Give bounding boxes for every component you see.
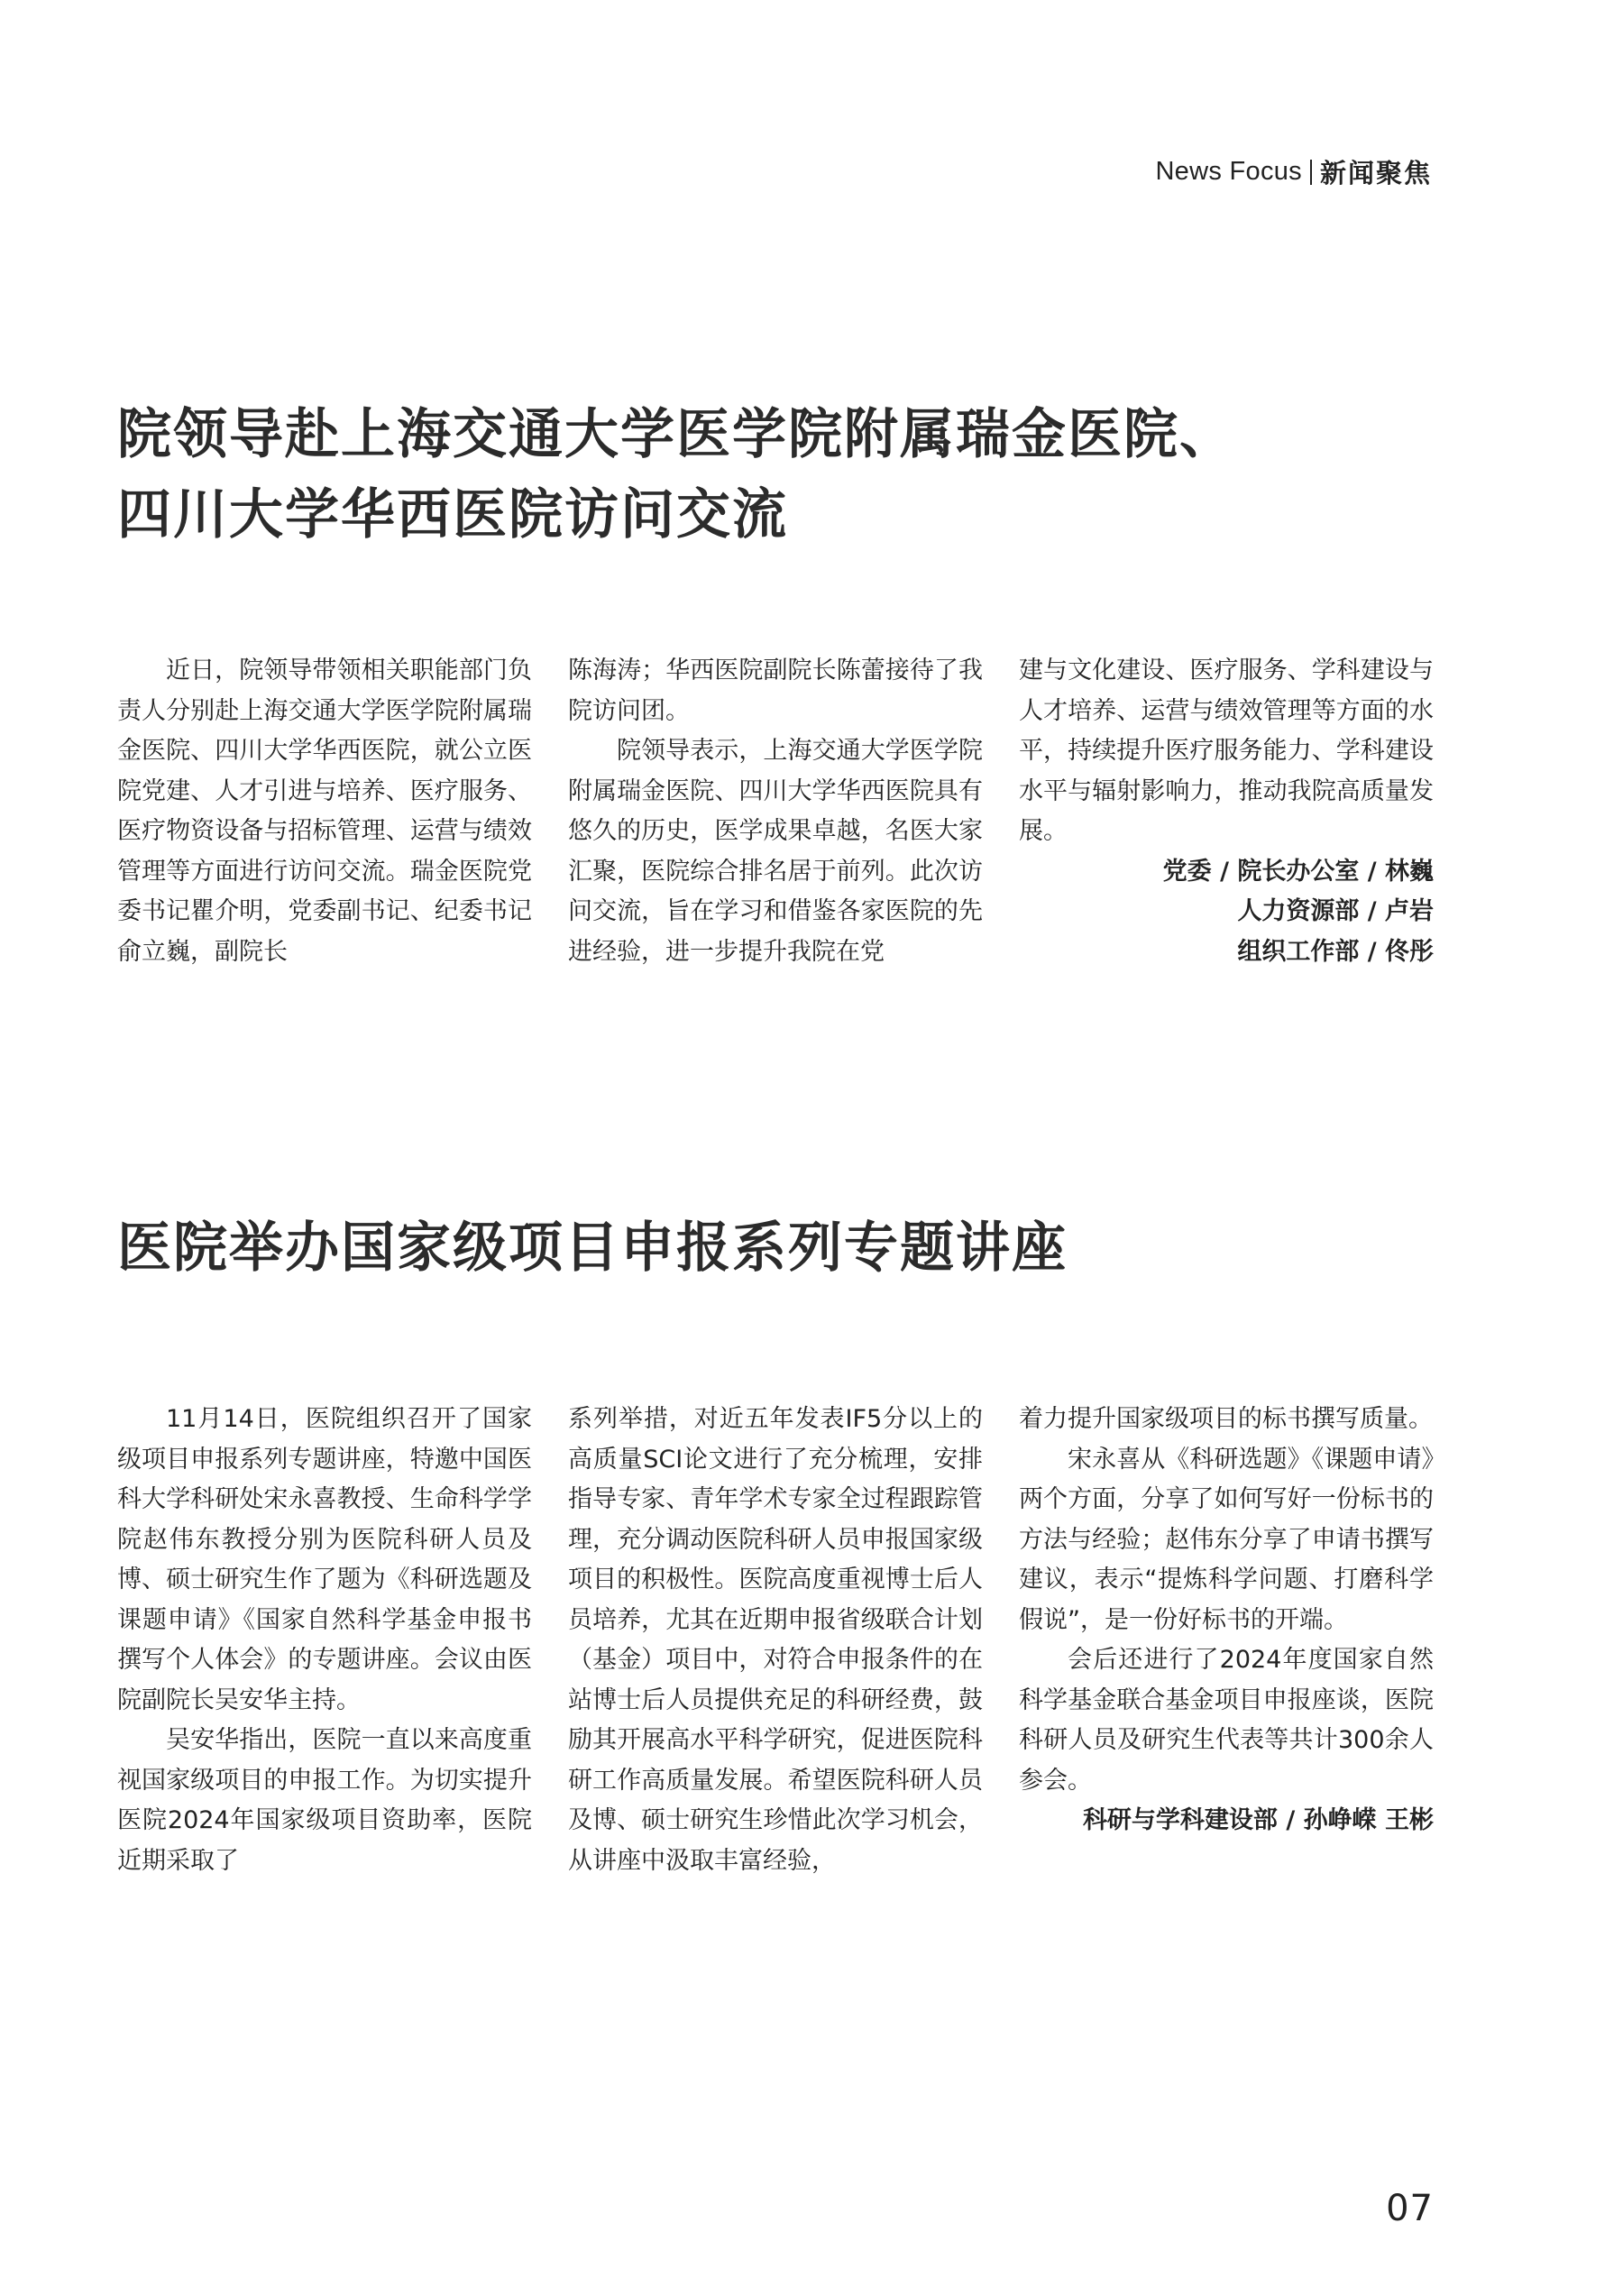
paragraph-continued: 陈海涛；华西医院副院长陈蕾接待了我院访问团。 [568, 657, 983, 725]
byline: 科研与学科建设部 / 孙峥嵘 王彬 [1082, 1806, 1434, 1834]
column-1 [117, 651, 532, 972]
article-title [117, 395, 1434, 556]
column-3 [1019, 651, 1434, 972]
column-2 [568, 651, 983, 972]
article-columns [117, 1400, 1434, 1881]
byline: 组织工作部 / 佟彤 [1237, 937, 1434, 966]
page-number: 07 [1386, 2188, 1434, 2229]
section-header [1155, 153, 1432, 190]
byline: 党委 / 院长办公室 / 林巍 [1162, 857, 1434, 886]
article-title-line-1: 院领导赴上海交通大学医学院附属瑞金医院、 [117, 403, 1235, 466]
paragraph: 会后还进行了2024年度国家自然科学基金联合基金项目申报座谈，医院科研人员及研究生代表等共计300余人参会。 [1019, 1646, 1434, 1795]
paragraph-continued: 系列举措，对近五年发表IF5分以上的高质量SCI论文进行了充分梳理，安排指导专家、青年学术专家全过程跟踪管理，充分调动医院科研人员申报国家级项目的积极性。医院高度重视博士后人员培养，尤其在近期申报省级联合计划（基金）项目中，对符合申报条件的在站博士后人员提供充足的科研经费，鼓励其开展高水平科学研究，促进医院科研工作高质量发展。希望医院科研人员及博、硕士研究生珍惜此次学习机会，从讲座中汲取丰富经验， [568, 1405, 983, 1875]
paragraph-continued: 着力提升国家级项目的标书撰写质量。 [1019, 1405, 1433, 1433]
column-2 [568, 1400, 983, 1881]
article-leadership-visit [117, 395, 1434, 972]
paragraph-continued: 建与文化建设、医疗服务、学科建设与人才培养、运营与绩效管理等方面的水平，持续提升医疗服务能力、学科建设水平与辐射影响力，推动我院高质量发展。 [1019, 657, 1434, 845]
column-3 [1019, 1400, 1434, 1881]
paragraph: 院领导表示，上海交通大学医学院附属瑞金医院、四川大学华西医院具有悠久的历史，医学成果卓越，名医大家汇聚，医院综合排名居于前列。此次访问交流，旨在学习和借鉴各家医院的先进经验，进一步提升我院在党 [568, 737, 983, 966]
section-label-zh: 新闻聚焦 [1319, 158, 1432, 188]
section-divider [1310, 160, 1312, 185]
paragraph: 吴安华指出，医院一直以来高度重视国家级项目的申报工作。为切实提升医院2024年国家级项目资助率，医院近期采取了 [117, 1726, 532, 1875]
paragraph: 宋永喜从《科研选题》《课题申请》两个方面，分享了如何写好一份标书的方法与经验；赵伟东分享了申请书撰写建议，表示“提炼科学问题、打磨科学假说”，是一份好标书的开端。 [1019, 1445, 1434, 1634]
column-1 [117, 1400, 532, 1881]
article-lecture-series [117, 1208, 1434, 1881]
paragraph: 近日，院领导带领相关职能部门负责人分别赴上海交通大学医学院附属瑞金医院、四川大学华西医院，就公立医院党建、人才引进与培养、医疗服务、医疗物资设备与招标管理、运营与绩效管理等方面进行访问交流。瑞金医院党委书记瞿介明，党委副书记、纪委书记俞立巍，副院长 [117, 657, 532, 966]
article-title: 医院举办国家级项目申报系列专题讲座 [117, 1217, 1068, 1280]
article-title-line-2: 四川大学华西医院访问交流 [117, 483, 788, 546]
article-columns [117, 651, 1434, 972]
byline: 人力资源部 / 卢岩 [1237, 897, 1434, 925]
paragraph: 11月14日，医院组织召开了国家级项目申报系列专题讲座，特邀中国医科大学科研处宋永喜教授、生命科学学院赵伟东教授分别为医院科研人员及博、硕士研究生作了题为《科研选题及课题申请》《国家自然科学基金申报书撰写个人体会》的专题讲座。会议由医院副院长吴安华主持。 [117, 1405, 532, 1714]
section-label-en: News Focus [1155, 157, 1302, 186]
